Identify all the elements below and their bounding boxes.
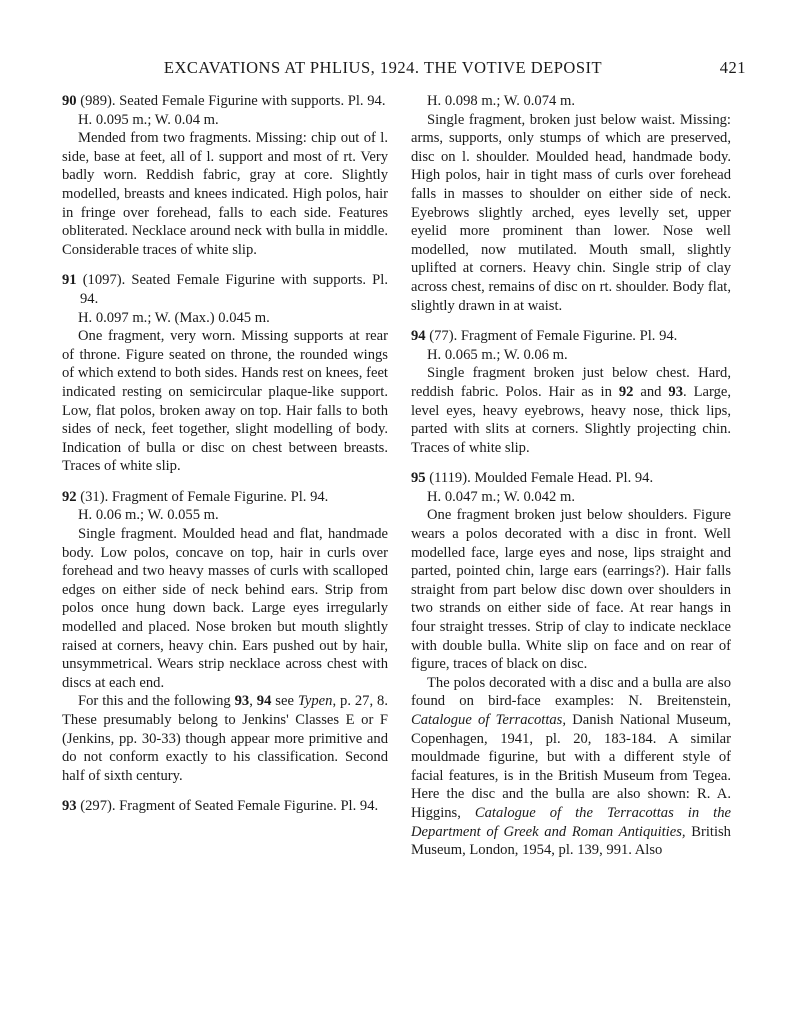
- ref-93: 93: [668, 383, 683, 400]
- entry-description: Single fragment, broken just below waist. Missing: arms, supports, only stumps of which are preserved, disc on l. shoulder. Moulded head, handmade body. High polos, hair in tight mass of curls over forehead falls in masses to shoulder on either side of neck. Eyebrows slightly arched, eyes levelly set, upper eyelid more prominent than lower. Nose well modelled, now mutilated. Mouth small, slightly uplifted at corners. Heavy chin. Single strip of clay across chest, remains of disc on rt. shoulder. Body flat, slightly drawn in at waist.: [411, 111, 731, 314]
- catalogue-entry-94: [411, 327, 731, 457]
- entry-description: Single fragment. Moulded head and flat, handmade body. Low polos, concave on top, hair in curls over forehead and two heavy masses of curls with scalloped edges on either side of neck behind ears. Strip from polos once hung down back. Large eyes irregularly modelled and placed. Nose broken but mouth slightly raised at corners, heavy chin. Ears pushed out by hair, unsymmetrical. Wears strip necklace across chest with discs at each end.: [62, 526, 388, 691]
- catalogue-citation: Catalogue of the Terracottas in the Department of Greek and Roman Antiquities,: [411, 804, 731, 840]
- entry-title: (31). Fragment of Female Figurine. Pl. 94.: [80, 488, 329, 505]
- entry-description: One fragment broken just below shoulders. Figure wears a polos decorated with a disc in front. Well modelled face, large eyes and nose, lips straight and parted, pointed chin, large ears (earrings?). Hair falls straight from part below disc down over shoulders in two strands on either side of face. At rear hangs in four straight tresses. Strip of clay to indicate necklace with double bulla. White slip on face and on rear of figure, traces of black on disc.: [411, 507, 731, 673]
- catalogue-entry-90: [62, 92, 388, 259]
- ref-94: 94: [256, 693, 272, 710]
- entry-heading: [62, 92, 388, 111]
- catalogue-entry-92: [62, 488, 388, 786]
- entry-dimensions: H. 0.097 m.; W. (Max.) 0.045 m.: [78, 309, 270, 326]
- left-column: [62, 92, 388, 828]
- entry-dimensions: H. 0.065 m.; W. 0.06 m.: [427, 346, 568, 363]
- catalogue-entry-93-continued: [411, 92, 731, 315]
- entry-heading: [411, 469, 731, 488]
- entry-number: 90: [62, 93, 77, 109]
- running-title: EXCAVATIONS AT PHLIUS, 1924. THE VOTIVE DEPOSIT: [163, 58, 603, 77]
- catalogue-citation: Catalogue of Terracottas,: [411, 712, 567, 728]
- entry-title: (77). Fragment of Female Figurine. Pl. 94.: [429, 328, 678, 345]
- dating-note: For this and the following 93, 94 see Typen, p. 27, 8. These presumably belong to Jenkins' Classes E or F (Jenkins, pp. 30-33) though appear more primitive and do not conform exactly to his classification. Second half of sixth century.: [62, 693, 388, 784]
- ref-93: 93: [234, 693, 250, 710]
- entry-number: 94: [411, 328, 426, 345]
- right-column: [411, 92, 731, 872]
- entry-number: 95: [411, 470, 426, 487]
- entry-description: One fragment, very worn. Missing supports at rear of throne. Figure seated on throne, the rounded wings of which extend to both sides. Hands rest on knees, feet indicated resting on semicircular plaque-like support. Low, flat polos, broken away on top. Hair falls to both sides of neck, feet together, slight modelling of body. Indication of bulla or disc on chest between breasts. Traces of white slip.: [62, 328, 388, 475]
- entry-title: (297). Fragment of Seated Female Figurine. Pl. 94.: [80, 798, 379, 815]
- entry-dimensions: H. 0.095 m.; W. 0.04 m.: [78, 111, 219, 128]
- catalogue-entry-91: [62, 271, 388, 476]
- entry-number: 93: [62, 798, 77, 815]
- page-number: 421: [719, 58, 746, 77]
- typen-citation: Typen: [297, 693, 333, 710]
- catalogue-entry-95: [411, 469, 731, 859]
- running-header: [60, 58, 746, 78]
- entry-title: (1119). Moulded Female Head. Pl. 94.: [429, 470, 654, 487]
- entry-title: (989). Seated Female Figurine with supports. Pl. 94.: [80, 93, 386, 109]
- entry-dimensions: H. 0.047 m.; W. 0.042 m.: [427, 488, 575, 505]
- entry-heading: [62, 797, 388, 816]
- entry-dimensions: H. 0.06 m.; W. 0.055 m.: [78, 507, 219, 524]
- entry-heading: [411, 327, 731, 346]
- entry-description: Single fragment broken just below chest. Hard, reddish fabric. Polos. Hair as in 92 and 93. Large, level eyes, heavy eyebrows, heavy nose, thick lips, parted with slits at corners. Slightly projecting chin. Traces of white slip.: [411, 365, 732, 456]
- entry-dimensions: H. 0.098 m.; W. 0.074 m.: [427, 93, 575, 109]
- ref-92: 92: [618, 383, 634, 400]
- entry-heading: [62, 271, 388, 308]
- entry-heading: [62, 488, 388, 507]
- entry-number: 91: [62, 272, 77, 289]
- entry-title: (1097). Seated Female Figurine with supports. Pl. 94.: [80, 272, 388, 307]
- entry-number: 92: [62, 488, 77, 505]
- catalogue-entry-93: [62, 797, 388, 816]
- comparanda-paragraph: The polos decorated with a disc and a bulla are also found on bird-face examples: N. Breitenstein, Catalogue of Terracottas, Danish National Museum, Copenhagen, 1941, pl. 20, 183-184. A similar mouldmade figurine, but with a different style of facial features, is in the British Museum from Tegea. Here the disc and the bulla are also shown: R. A. Higgins, Catalogue of the Terracottas in the Department of Greek and Roman Antiquities, British Museum, London, 1954, pl. 139, 991. Also: [411, 674, 731, 859]
- entry-description: Mended from two fragments. Missing: chip out of l. side, base at feet, all of l. support and most of rt. Very badly worn. Reddish fabric, gray at core. Slightly modelled, breasts and knees indicated. High polos, hair in fringe over forehead, falls to each side. Features obliterated. Necklace around neck with bulla in middle. Considerable traces of white slip.: [62, 130, 388, 258]
